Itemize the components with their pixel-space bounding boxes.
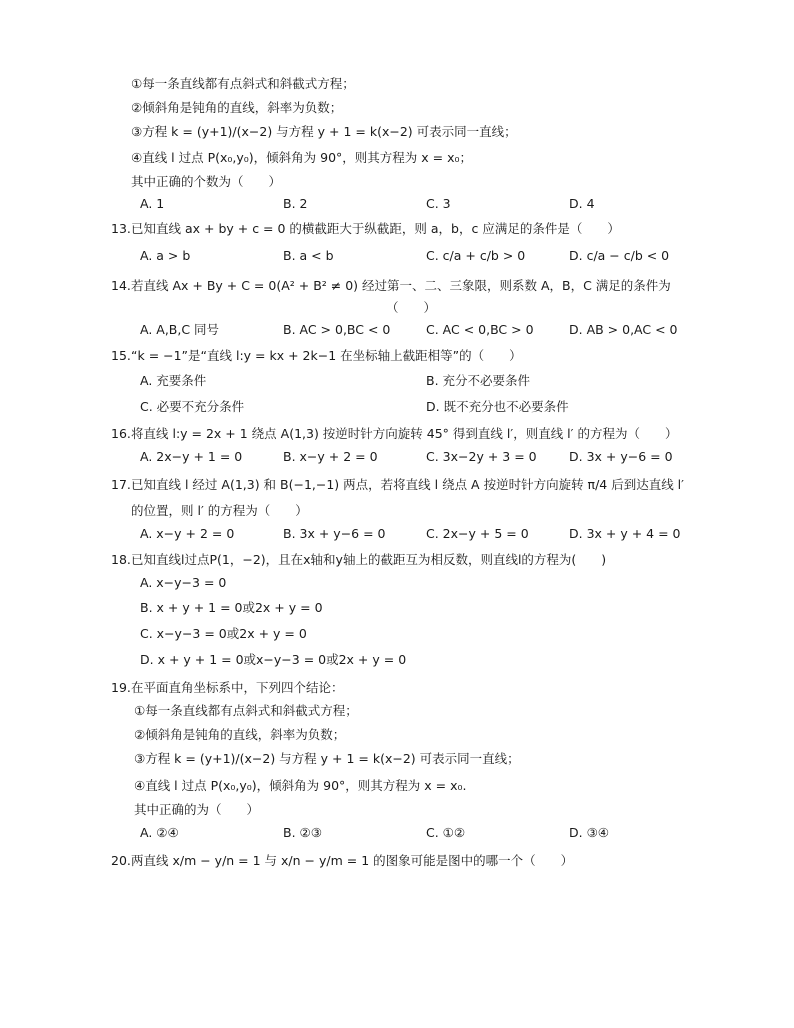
option-b: B. a < b <box>283 248 334 263</box>
statement-1: ①每一条直线都有点斜式和斜截式方程； <box>131 76 355 91</box>
question-stem: 若直线 Ax + By + C = 0(A² + B² ≠ 0) 经过第一、二、三象限，则系数 A，B，C 满足的条件为 <box>131 278 671 293</box>
statement-2: ②倾斜角是钝角的直线，斜率为负数； <box>131 100 343 115</box>
option-b: B. x−y + 2 = 0 <box>283 449 378 464</box>
question-stem-cont: 的位置，则 l′ 的方程为（ ） <box>131 503 308 518</box>
statement-1: ①每一条直线都有点斜式和斜截式方程； <box>134 703 358 718</box>
option-b: B. ②③ <box>283 825 322 840</box>
option-c: C. 必要不充分条件 <box>140 399 245 414</box>
question-stem: 已知直线l过点P(1，−2)，且在x轴和y轴上的截距互为相反数，则直线l的方程为( ) <box>131 552 607 567</box>
statement-4: ④直线 l 过点 P(x₀,y₀)，倾斜角为 90°，则其方程为 x = x₀. <box>134 778 467 793</box>
option-b: B. x + y + 1 = 0或2x + y = 0 <box>140 600 323 615</box>
option-d: D. ③④ <box>569 825 609 840</box>
question-stem: 将直线 l:y = 2x + 1 绕点 A(1,3) 按逆时针方向旋转 45° 得到直线 l′，则直线 l′ 的方程为（ ） <box>131 426 678 441</box>
option-c: C. x−y−3 = 0或2x + y = 0 <box>140 626 307 641</box>
question-number: 16. <box>111 426 131 441</box>
option-a: A. 1 <box>140 196 165 211</box>
option-d: D. 3x + y−6 = 0 <box>569 449 673 464</box>
statement-4: ④直线 l 过点 P(x₀,y₀)，倾斜角为 90°，则其方程为 x = x₀； <box>131 150 473 165</box>
statement-3: ③方程 k = (y+1)/(x−2) 与方程 y + 1 = k(x−2) 可表示同一直线； <box>134 751 520 766</box>
option-d: D. AB > 0,AC < 0 <box>569 322 678 337</box>
option-c: C. AC < 0,BC > 0 <box>426 322 534 337</box>
option-d: D. c/a − c/b < 0 <box>569 248 670 263</box>
option-a: A. x−y−3 = 0 <box>140 575 227 590</box>
option-c: C. c/a + c/b > 0 <box>426 248 526 263</box>
option-b: B. 3x + y−6 = 0 <box>283 526 386 541</box>
question-number: 20. <box>111 853 131 868</box>
option-d: D. x + y + 1 = 0或x−y−3 = 0或2x + y = 0 <box>140 652 407 667</box>
option-a: A. x−y + 2 = 0 <box>140 526 235 541</box>
question-number: 13. <box>111 221 131 236</box>
option-c: C. 2x−y + 5 = 0 <box>426 526 529 541</box>
question-number: 19. <box>111 680 131 695</box>
option-c: C. 3 <box>426 196 451 211</box>
question-prompt: 其中正确的个数为（ ） <box>131 174 282 189</box>
question-stem: 在平面直角坐标系中，下列四个结论： <box>131 680 344 695</box>
option-a: A. ②④ <box>140 825 179 840</box>
statement-2: ②倾斜角是钝角的直线，斜率为负数； <box>134 727 346 742</box>
question-stem: 两直线 x/m − y/n = 1 与 x/n − y/m = 1 的图象可能是图中的哪一个（ ） <box>131 853 574 868</box>
option-d: D. 4 <box>569 196 595 211</box>
question-number: 14. <box>111 278 131 293</box>
answer-paren: （ ） <box>386 300 437 315</box>
option-a: A. 充要条件 <box>140 373 207 388</box>
option-d: D. 3x + y + 4 = 0 <box>569 526 681 541</box>
statement-3: ③方程 k = (y+1)/(x−2) 与方程 y + 1 = k(x−2) 可表示同一直线； <box>131 124 517 139</box>
question-number: 17. <box>111 477 131 492</box>
question-stem: “k = −1”是“直线 l:y = kx + 2k−1 在坐标轴上截距相等”的（ ） <box>131 348 522 363</box>
option-c: C. 3x−2y + 3 = 0 <box>426 449 537 464</box>
option-d: D. 既不充分也不必要条件 <box>426 399 569 414</box>
option-a: A. a > b <box>140 248 191 263</box>
option-a: A. 2x−y + 1 = 0 <box>140 449 243 464</box>
question-stem: 已知直线 l 经过 A(1,3) 和 B(−1,−1) 两点，若将直线 l 绕点 A 按逆时针方向旋转 π/4 后到达直线 l′ <box>131 477 684 492</box>
question-number: 15. <box>111 348 131 363</box>
question-prompt: 其中正确的为（ ） <box>134 802 260 817</box>
option-c: C. ①② <box>426 825 466 840</box>
option-b: B. 2 <box>283 196 308 211</box>
option-b: B. 充分不必要条件 <box>426 373 531 388</box>
question-number: 18. <box>111 552 131 567</box>
option-b: B. AC > 0,BC < 0 <box>283 322 391 337</box>
option-a: A. A,B,C 同号 <box>140 322 220 337</box>
question-stem: 已知直线 ax + by + c = 0 的横截距大于纵截距，则 a，b，c 应满足的条件是（ ） <box>131 221 620 236</box>
